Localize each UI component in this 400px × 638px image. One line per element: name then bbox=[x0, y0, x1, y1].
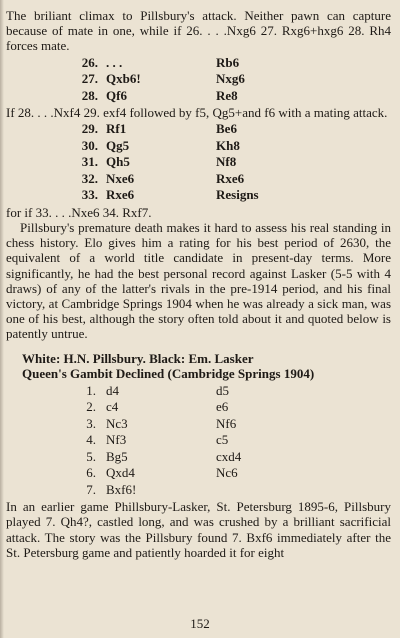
move-row: 2. c4 e6 bbox=[86, 399, 229, 415]
move-row: 26. . . . Rb6 bbox=[81, 54, 240, 70]
move-row: 28. Qf6 Re8 bbox=[81, 87, 238, 103]
note-text: for if 33. . . .Nxe6 34. Rxf7. bbox=[6, 204, 152, 220]
note-text: If 28. . . .Nxf4 29. exf4 followed by f5, Qg5+and f6 with a mating attack. bbox=[6, 105, 388, 121]
game-opening: Queen's Gambit Declined (Cambridge Springs 1904) bbox=[22, 366, 315, 382]
body-paragraph: Pillsbury's premature death makes it hard to assess his real standing in chess history. Elo gives him a rating for his best period of 2630, the equivalent of a world title candidate in present-day terms. More significantly, he had the best personal record against Lasker (5-5 with 4 draws) of any of the latter's rivals in the pre-1914 period, and his final victory, at Cambridge Springs 1904 when he was already a sick man, was one of his best, although the story often told about it and quoted below is patently untrue. bbox=[6, 220, 391, 342]
move-row: 7. Bxf6! bbox=[86, 481, 137, 497]
closing-paragraph: In an earlier game Phillsbury-Lasker, St. Petersburg 1895-6, Pillsbury played 7. Qh4?, castled long, and was crushed by a brilliant sacrificial attack. The story was the Pillsbury found 7. Bxf6 immediately after the St. Petersburg game and patiently hoarded it for eight bbox=[6, 499, 391, 560]
move-row: 32. Nxe6 Rxe6 bbox=[81, 170, 245, 186]
moves-list-c bbox=[6, 383, 391, 499]
move-row: 1. d4 d5 bbox=[86, 382, 229, 398]
move-row: 29. Rf1 Be6 bbox=[81, 121, 237, 137]
page-number: 152 bbox=[190, 616, 210, 631]
intro-text: The briliant climax to Pillsbury's attack. Neither pawn can capture because of mate in one, while if 26. . . .Nxg6 27. Rxg6+hxg6 28. Rh4 forces mate. bbox=[6, 8, 391, 54]
move-row: 6. Qxd4 Nc6 bbox=[86, 465, 238, 481]
move-row: 33. Rxe6 Resigns bbox=[81, 187, 259, 203]
move-row: 27. Qxb6! Nxg6 bbox=[81, 71, 245, 87]
game-heading bbox=[6, 351, 391, 382]
move-row: 4. Nf3 c5 bbox=[86, 432, 229, 448]
move-row: 5. Bg5 cxd4 bbox=[86, 448, 242, 464]
moves-list-a bbox=[6, 55, 391, 105]
move-row: 31. Qh5 Nf8 bbox=[81, 154, 237, 170]
move-row: 3. Nc3 Nf6 bbox=[86, 415, 237, 431]
game-players: White: H.N. Pillsbury. Black: Em. Lasker bbox=[22, 350, 254, 366]
moves-list-b bbox=[6, 121, 391, 204]
move-row: 30. Qg5 Kh8 bbox=[81, 137, 240, 153]
